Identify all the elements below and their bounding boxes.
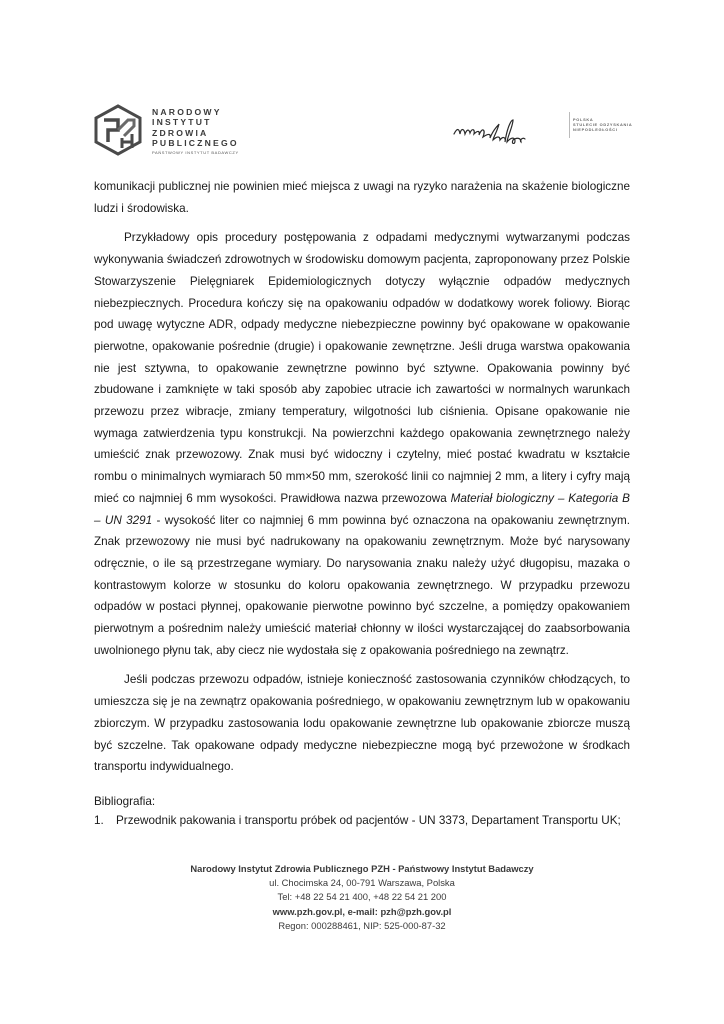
footer-org: Narodowy Instytut Zdrowia Publicznego PZH - Państwowy Instytut Badawczy <box>190 863 534 874</box>
paragraph <box>94 227 630 661</box>
paragraph-text: Przykładowy opis procedury postępowania z odpadami medycznymi wytwarzanymi podczas wykonywania świadczeń zdrowotnych w środowisku domowym pacjenta, zaproponowany przez Polskie Stowarzyszenie Pielęgniarek Epidemiologicznych dotyczy wyłącznie odpadów medycznych niebezpiecznych. Procedura kończy się na opakowaniu odpadów w dodatkowy worek foliowy. Biorąc pod uwagę wytyczne ADR, odpady medyczne niebezpieczne powinny być opakowane w opakowanie pierwotne, opakowanie pośrednie (drugie) i opakowanie zewnętrzne. Jeśli druga warstwa opakowania nie jest sztywna, to opakowanie zewnętrzne powinno być sztywne. Opakowania powinny być zbudowane i zamknięte w taki sposób aby zapobiec utracie ich zawartości w normalnych warunkach przewozu przez wibracje, zmiany temperatury, wilgotności lub ciśnienia. Opisane opakowanie nie wymaga zatwierdzenia typu konstrukcji. Na powierzchni każdego opakowania zewnętrznego należy umieścić znak przewozowy. Znak musi być widoczny i czytelny, mieć postać kwadratu w kształcie rombu o minimalnych wymiarach 50 mm×50 mm, szerokość linii co najmniej 2 mm, a litery i cyfry mają mieć co najmniej 6 mm wysokości. Prawidłowa nazwa przewozowa <box>94 231 630 505</box>
bibliography-item <box>94 811 654 830</box>
pzh-logo-icon <box>92 104 144 156</box>
signature-divider <box>569 112 570 138</box>
footer-regon: Regon: 000288461, NIP: 525-000-87-32 <box>278 919 446 931</box>
letterhead <box>0 0 724 170</box>
footer-web: www.pzh.gov.pl, e-mail: pzh@pzh.gov.pl <box>272 905 452 917</box>
document-body <box>94 176 630 778</box>
caption-line: NIEPODLEGŁOŚCI <box>573 127 618 132</box>
bibliography-text: Przewodnik pakowania i transportu próbek od pacjentów - UN 3373, Departament Transportu UK; <box>116 814 621 827</box>
bibliography-heading: Bibliografia: <box>94 795 156 808</box>
logo-line: NARODOWY <box>152 107 222 117</box>
institute-subtitle: PAŃSTWOWY INSTYTUT BADAWCZY <box>152 150 239 155</box>
footer-address: ul. Chocimska 24, 00-791 Warszawa, Polska <box>269 877 455 889</box>
caption-line: POLSKA <box>573 117 594 122</box>
footer <box>0 862 724 933</box>
logo-line: PUBLICZNEGO <box>152 138 239 149</box>
niepodlegla-caption <box>573 117 632 132</box>
footer-phone: Tel: +48 22 54 21 400, +48 22 54 21 200 <box>277 891 447 903</box>
bibliography <box>94 792 654 830</box>
shipping-name: Materiał biologiczny – Kategoria B – UN 3291 <box>94 491 630 527</box>
logo-line: ZDROWIA <box>152 127 209 138</box>
niepodlegla-signature-icon <box>452 108 562 144</box>
paragraph-text: - wysokość liter co najmniej 6 mm powinna być oznaczona na opakowaniu zewnętrznym. Znak przewozowy nie musi być nadrukowany na opakowaniu zewnętrznym. Może być narysowany odręcznie, o ile są przestrzegane wymiary. Do narysowania znaku należy użyć długopisu, mazaka o kontrastowym kolorze w stosunku do koloru opakowania zewnętrznego. W przypadku przewozu odpadów w postaci płynnej, opakowanie pierwotne powinno być szczelne, a pomiędzy opakowaniem pierwotnym a pośrednim należy umieścić materiał chłonny w ilości wystarczającej do zaabsorbowania uwolnionego płynu tak, aby ciecz nie wydostała się z opakowania pośredniego na zewnątrz. <box>94 513 630 657</box>
logo-line: INSTYTUT <box>152 117 212 128</box>
caption-line: STULECIE ODZYSKANIA <box>573 122 633 127</box>
bibliography-number: 1. <box>94 814 104 827</box>
institute-name <box>152 107 239 149</box>
paragraph: Jeśli podczas przewozu odpadów, istnieje konieczność zastosowania czynników chłodzących, to umieszcza się je na zewnątrz opakowania pośredniego, w opakowaniu zewnętrznym lub w opakowaniu zbiorczym. W przypadku zastosowania lodu opakowanie zewnętrzne lub opakowanie zbiorcze muszą być szczelne. Tak opakowane odpady medyczne niebezpieczne mogą być przewożone w środkach transportu indywidualnego. <box>94 673 630 774</box>
paragraph: komunikacji publicznej nie powinien mieć miejsca z uwagi na ryzyko narażenia na skażenie biologiczne ludzi i środowiska. <box>94 180 630 215</box>
